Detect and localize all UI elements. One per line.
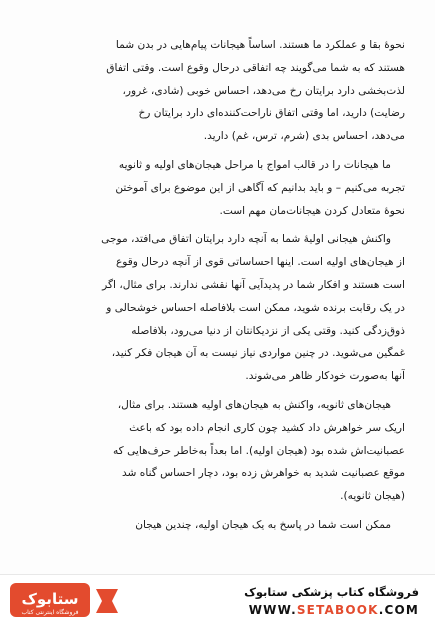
paragraph bbox=[30, 154, 405, 222]
url-prefix: WWW. bbox=[248, 603, 297, 617]
text-line: ممکن است شما در پاسخ به یک هیجان اولیه، چندین هیجان bbox=[135, 518, 391, 531]
store-name: فروشگاه کتاب پزشکی ستابوک bbox=[244, 585, 419, 599]
setabook-logo bbox=[8, 581, 126, 621]
logo-subtext: فروشگاه اینترنتی کتاب bbox=[21, 609, 79, 616]
text-line: موقع عصبانیت شدید به خواهرش زده بود، دچار احساس گناه شد bbox=[121, 467, 405, 480]
url-suffix: .COM bbox=[378, 603, 419, 617]
body-text bbox=[30, 34, 405, 543]
footer-banner bbox=[0, 574, 435, 625]
text-line: می‌دهد، احساس بدی (شرم، ترس، غم) دارید. bbox=[203, 130, 405, 143]
logo-text: ستابوک bbox=[21, 590, 79, 608]
paragraph bbox=[30, 228, 405, 388]
text-line: هیجان‌های ثانویه، واکنش به هیجان‌های اولیه هستند. برای مثال، bbox=[117, 398, 391, 411]
text-line: اریک سر خواهرش داد کشید چون کاری انجام داده بود که باعث bbox=[129, 421, 405, 434]
text-line: ما هیجانات را در قالب امواج با مراحل هیجان‌های اولیه و ثانویه bbox=[118, 158, 391, 171]
paragraph bbox=[30, 514, 405, 537]
bookmark-icon bbox=[96, 589, 118, 613]
text-line: عصبانیت‌اش شده بود (هیجان اولیه). اما بعداً به‌خاطر حرف‌هایی که bbox=[113, 444, 405, 457]
text-line: (هیجان ثانویه). bbox=[340, 490, 405, 503]
text-line: هستند که به شما می‌گویند چه اتفاقی درحال وقوع است. وقتی اتفاق bbox=[106, 61, 405, 74]
url-brand: SETABOOK bbox=[296, 603, 379, 617]
text-line: واکنش هیجانی اولیهٔ شما به آنچه دارد برایتان اتفاق می‌افتد، موجی bbox=[101, 233, 391, 246]
text-line: نحوهٔ متعادل کردن هیجانات‌مان مهم است. bbox=[219, 204, 405, 217]
text-line: لذت‌بخشی دارد برایتان رخ می‌دهد، احساس خوبی (شادی، غرور، bbox=[122, 84, 405, 97]
text-line: نحوهٔ بقا و عملکرد ما هستند. اساساً هیجانات پیام‌هایی در بدن شما bbox=[115, 39, 405, 51]
text-line: از هیجان‌های اولیه است. اینها احساساتی قوی از آنچه درحال وقوع bbox=[115, 256, 405, 269]
text-line: در یک رقابت برنده شوید، ممکن است بلافاصله احساس خوشحالی و bbox=[106, 301, 405, 314]
paragraph bbox=[30, 34, 405, 148]
text-line: است هستند و افکار شما در پدیدآیی آنها نقشی ندارند. برای مثال، اگر bbox=[102, 278, 405, 291]
store-url[interactable] bbox=[249, 603, 419, 617]
text-line: ذوق‌زدگی کنید. وقتی یکی از نزدیکانتان از دنیا می‌رود، بلافاصله bbox=[131, 324, 405, 337]
text-line: رضایت) دارید، اما وقتی اتفاق ناراحت‌کننده‌ای دارد برایتان رخ bbox=[138, 107, 405, 120]
text-line: غمگین می‌شوید. در چنین مواردی نیاز نیست به آن هیجان فکر کنید، bbox=[111, 347, 405, 360]
text-line: آنها به‌صورت خودکار ظاهر می‌شوند. bbox=[245, 370, 405, 383]
paragraph bbox=[30, 394, 405, 508]
text-line: تجربه می‌کنیم – و باید بدانیم که آگاهی از این موضوع برای آموختن bbox=[115, 181, 405, 194]
